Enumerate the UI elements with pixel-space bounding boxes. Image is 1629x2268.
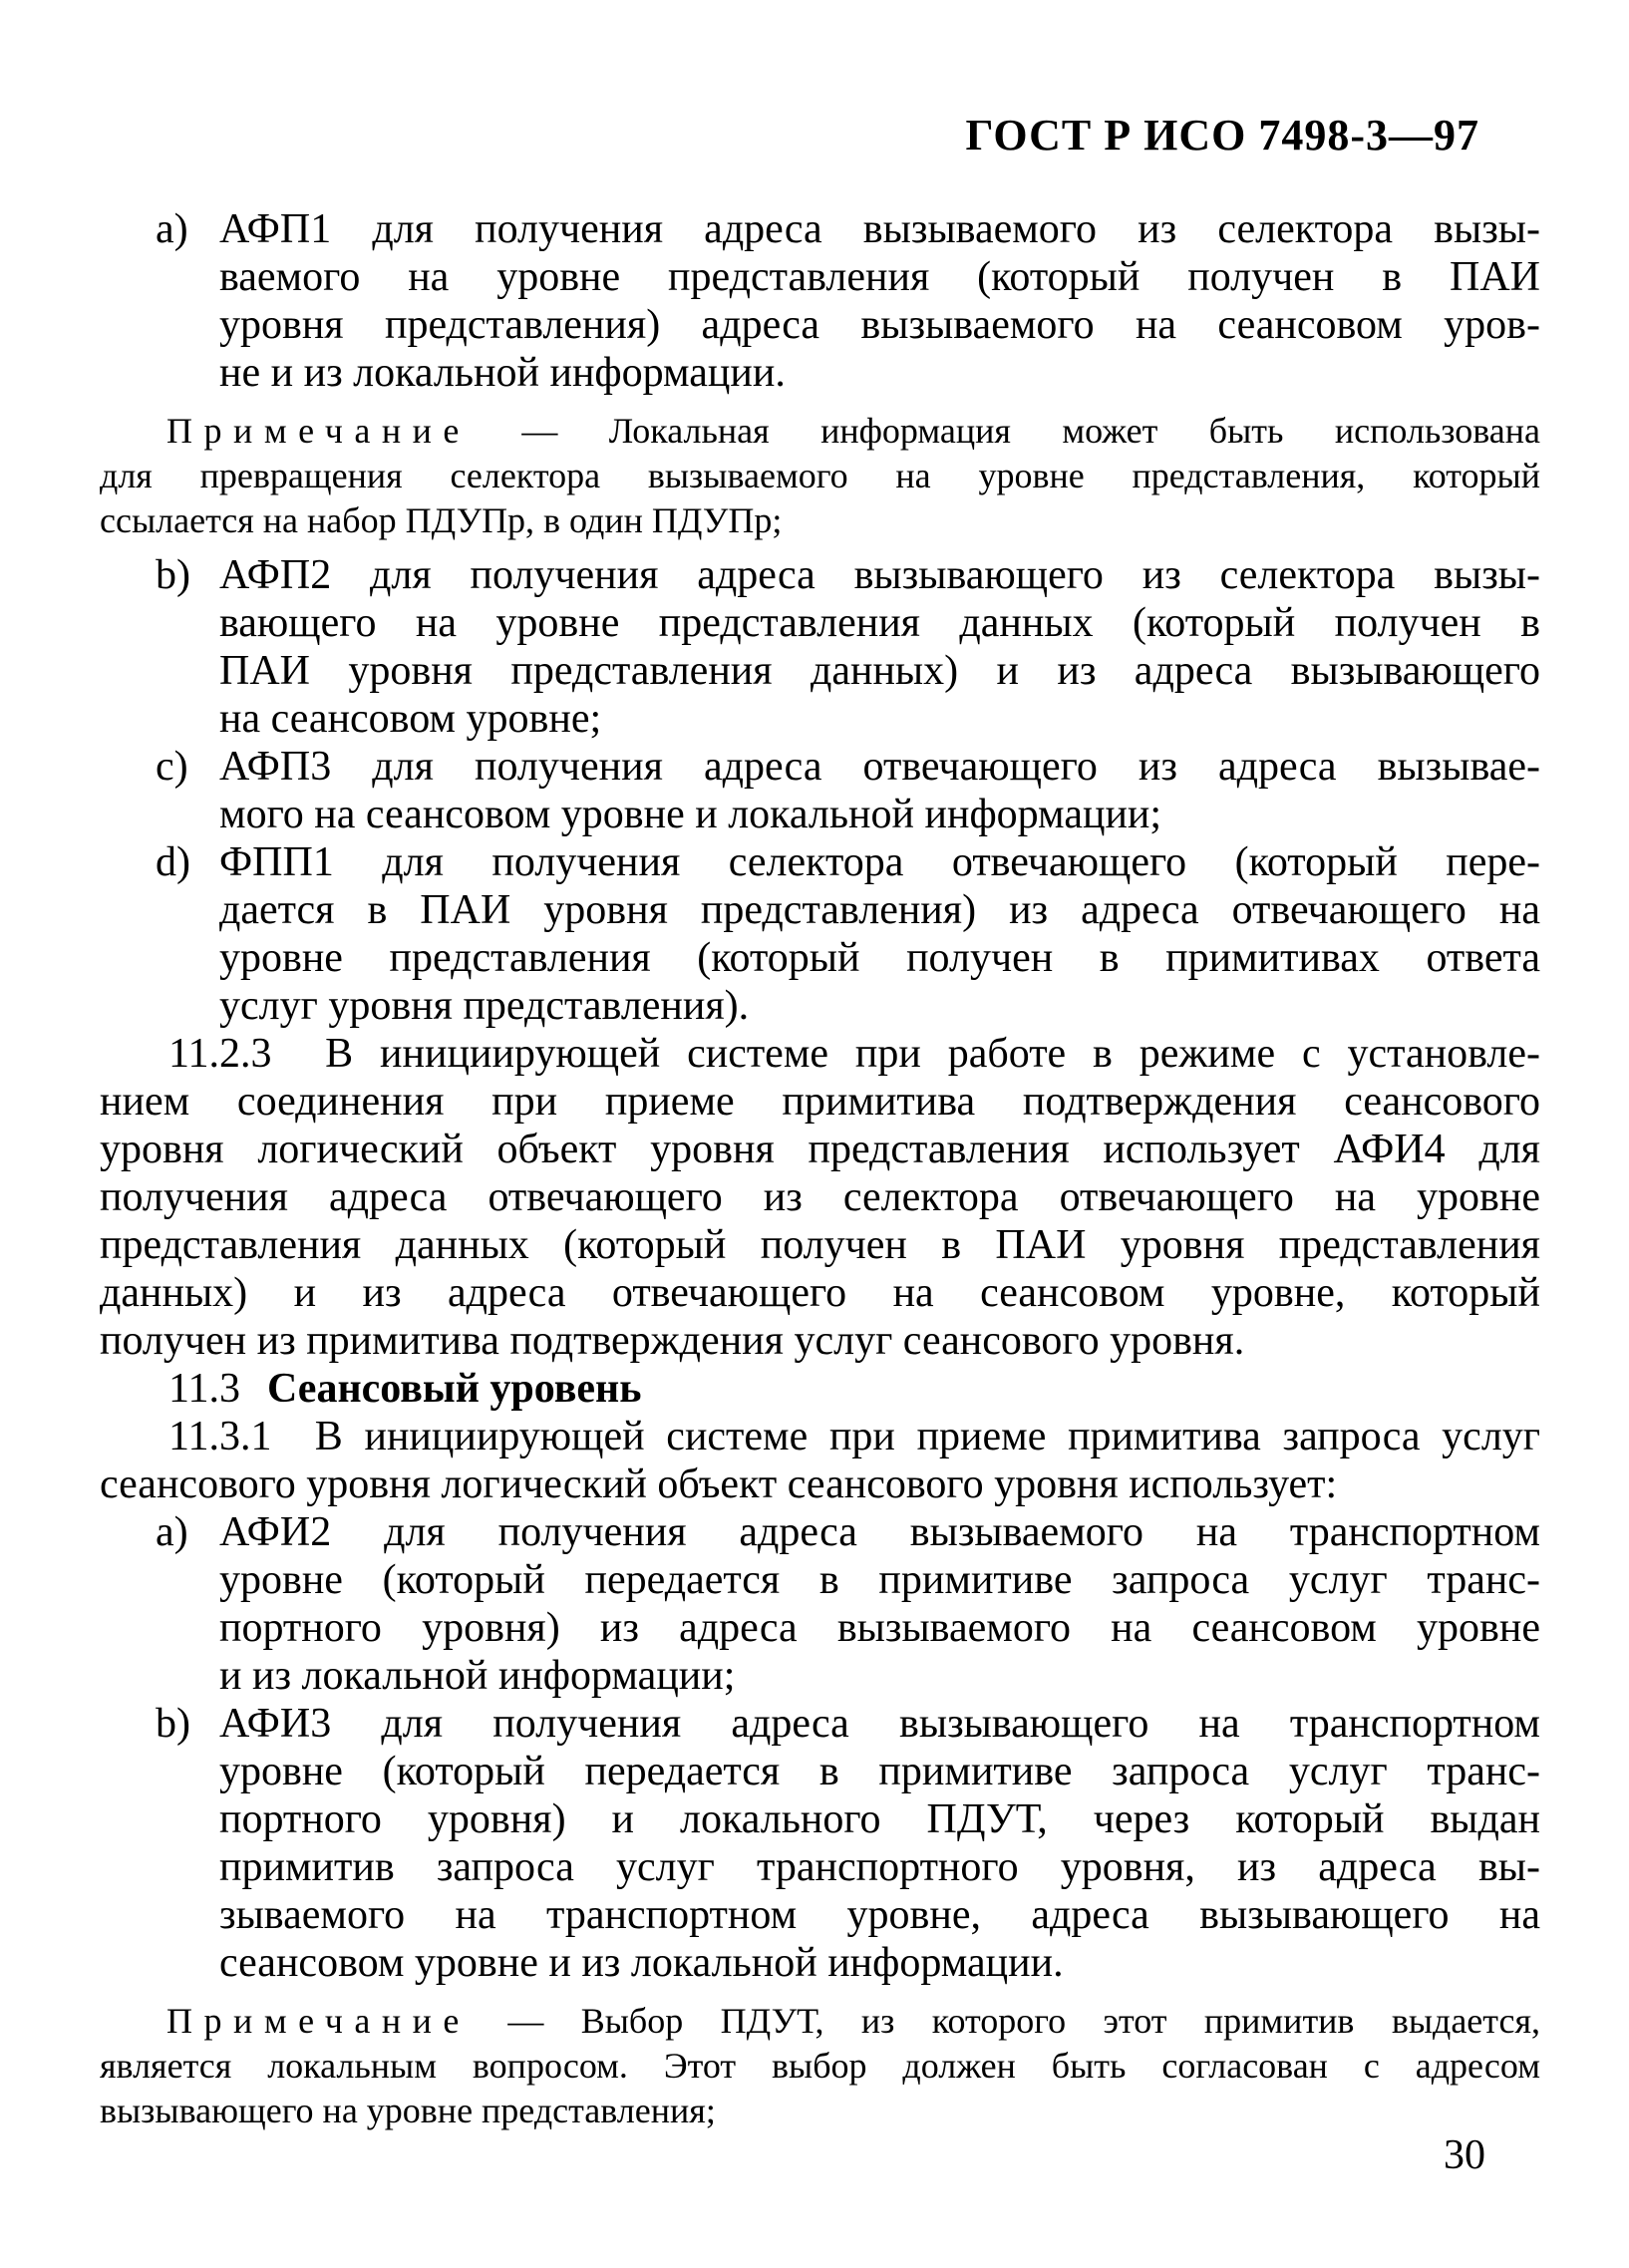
list-marker: b) (156, 552, 190, 598)
note-1 (100, 409, 1540, 543)
text-line: уровне (который передается в примитиве запроса услуг транс- (219, 1749, 1540, 1794)
list-marker: a) (156, 1509, 188, 1555)
document-body (100, 205, 1540, 2141)
text-line: сеансовом уровне и из локальной информации. (219, 1940, 1064, 1986)
note-label: Примечание (166, 2001, 471, 2041)
text-line: a) АФИ2 для получения адреса вызываемого на транспортном (156, 1509, 1540, 1555)
list-marker: b) (156, 1701, 190, 1747)
list-item-a1 (100, 205, 1540, 397)
text-line: сеансового уровня логический объект сеансового уровня использует: (100, 1461, 1338, 1507)
text-line: нием соединения при приеме примитива подтверждения сеансового (100, 1079, 1540, 1125)
text-line: 11.2.3 В инициирующей системе при работе в режиме с установле- (168, 1031, 1540, 1077)
text-line: мого на сеансовом уровне и локальной информации; (219, 792, 1162, 837)
text-line: не и из локальной информации. (219, 350, 786, 396)
text-line: Примечание — Локальная информация может быть использована (166, 411, 1541, 451)
text-line: дается в ПАИ уровня представления) из адреса отвечающего на (219, 887, 1540, 933)
list-marker: d) (156, 839, 190, 885)
text-line: Примечание — Выбор ПДУТ, из которого этот примитив выдается, (166, 2001, 1540, 2041)
text-line: представления данных (который получен в ПАИ уровня представления (100, 1222, 1540, 1268)
list-item-a2 (100, 1508, 1540, 1700)
text-line: является локальным вопросом. Этот выбор должен быть согласован с адресом (100, 2046, 1540, 2086)
text-line: уровне (который передается в примитиве запроса услуг транс- (219, 1557, 1540, 1603)
text-line: на сеансовом уровне; (219, 696, 602, 742)
text-line: получен из примитива подтверждения услуг сеансового уровня. (100, 1318, 1245, 1364)
text-line: уровня представления) адреса вызываемого на сеансовом уров- (219, 302, 1540, 348)
text-line: d) ФПП1 для получения селектора отвечающего (который пере- (156, 839, 1540, 885)
text-line: данных) и из адреса отвечающего на сеансовом уровне, который (100, 1270, 1540, 1316)
list-item-b2 (100, 1700, 1540, 1987)
clause-title: Сеансовый уровень (266, 1366, 642, 1412)
text-line: примитив запроса услуг транспортного уровня, из адреса вы- (219, 1844, 1540, 1890)
list-item-b1 (100, 551, 1540, 743)
text-line: ссылается на набор ПДУПр, в один ПДУПр; (100, 500, 783, 540)
text-line: и из локальной информации; (219, 1653, 736, 1699)
text-line: ваемого на уровне представления (который получен в ПАИ (219, 254, 1540, 300)
note-label: Примечание (166, 411, 471, 451)
text-line: портного уровня) и локального ПДУТ, через который выдан (219, 1796, 1540, 1842)
list-item-c1 (100, 743, 1540, 838)
text-line: для превращения селектора вызываемого на уровне представления, который (100, 456, 1540, 495)
text-line: ПАИ уровня представления данных) и из адреса вызывающего (219, 648, 1540, 694)
paragraph-11-2-3 (100, 1030, 1540, 1365)
running-header: ГОСТ Р ИСО 7498-3—97 (965, 111, 1479, 160)
text-line: b) АФИ3 для получения адреса вызывающего на транспортном (156, 1701, 1540, 1747)
text-line: вызывающего на уровне представления; (100, 2091, 716, 2130)
text-line: c) АФП3 для получения адреса отвечающего из адреса вызывае- (156, 744, 1540, 790)
text-line: 11.3.1 В инициирующей системе при приеме примитива запроса услуг (168, 1414, 1540, 1459)
list-marker: c) (156, 744, 188, 790)
page-number: 30 (1444, 2132, 1485, 2178)
list-marker: a) (156, 206, 188, 252)
list-item-d1 (100, 838, 1540, 1030)
text-line: b) АФП2 для получения адреса вызывающего из селектора вызы- (156, 552, 1540, 598)
paragraph-11-3-1 (100, 1413, 1540, 1508)
text-line: портного уровня) из адреса вызываемого на сеансовом уровне (219, 1605, 1540, 1651)
note-2 (100, 1999, 1540, 2133)
text-line: вающего на уровне представления данных (который получен в (219, 600, 1540, 646)
text-line: получения адреса отвечающего из селектора отвечающего на уровне (100, 1174, 1540, 1220)
text-line (100, 1365, 1540, 1413)
text-line: услуг уровня представления). (219, 983, 750, 1029)
clause-number: 11.3 (168, 1366, 240, 1412)
text-line: зываемого на транспортном уровне, адреса вызывающего на (219, 1892, 1540, 1938)
text-line: уровне представления (который получен в примитивах ответа (219, 935, 1540, 981)
text-line: a) АФП1 для получения адреса вызываемого из селектора вызы- (156, 206, 1540, 252)
heading-11-3 (100, 1365, 1540, 1413)
text-line: уровня логический объект уровня представления использует АФИ4 для (100, 1127, 1540, 1172)
